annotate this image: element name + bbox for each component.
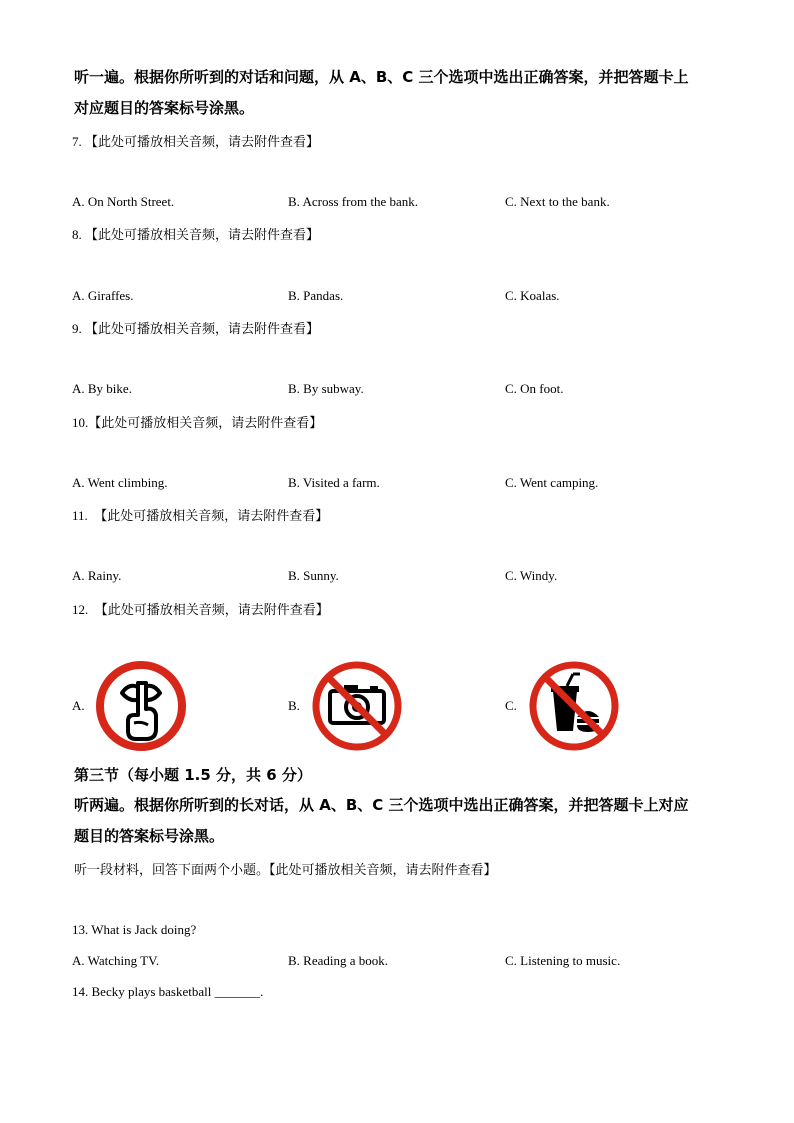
option-a: A. On North Street. (72, 194, 175, 209)
question-8 (72, 224, 319, 243)
option-b: B. Across from the bank. (288, 194, 418, 209)
question-14: 14. Becky plays basketball _______. (72, 984, 264, 999)
option-a: A. Went climbing. (72, 475, 168, 490)
audio-note: 【此处可播放相关音频，请去附件查看】 (88, 416, 323, 431)
option-b-label: B. (288, 698, 300, 713)
no-camera-sign-icon (310, 659, 404, 753)
no-food-drink-sign-icon (527, 659, 621, 753)
question-number: 10. (72, 415, 89, 430)
option-c-label: C. (505, 698, 517, 713)
option-b: B. Reading a book. (288, 953, 389, 968)
question-9 (72, 318, 319, 337)
option-a: A. Rainy. (72, 568, 122, 583)
question-number: 9. (72, 321, 82, 336)
option-b: B. By subway. (288, 381, 364, 396)
section-instruction-line1: 听一遍。根据你所听到的对话和问题，从 A、B、C 三个选项中选出正确答案，并把答题卡上 (74, 68, 689, 86)
option-c: C. Went camping. (505, 475, 599, 490)
question-number: 7. (72, 134, 82, 149)
audio-note: 【此处可播放相关音频，请去附件查看】 (94, 509, 329, 524)
option-a: A. Giraffes. (72, 288, 134, 303)
section3-instruction-line2: 题目的答案标号涂黑。 (74, 827, 225, 845)
section3-instruction-line1: 听两遍。根据你所听到的长对话，从 A、B、C 三个选项中选出正确答案，并把答题卡上对应 (74, 796, 689, 814)
section-instruction-line2: 对应题目的答案标号涂黑。 (74, 99, 255, 117)
section3-title: 第三节（每小题 1.5 分，共 6 分） (74, 766, 312, 784)
option-c: C. Next to the bank. (505, 194, 610, 209)
question-12 (72, 599, 329, 618)
option-c: C. Listening to music. (505, 953, 621, 968)
question-number: 8. (72, 227, 82, 242)
option-c: C. On foot. (505, 381, 564, 396)
question-number: 11. (72, 508, 88, 523)
option-b: B. Visited a farm. (288, 475, 380, 490)
option-c: C. Koalas. (505, 288, 560, 303)
option-a: A. By bike. (72, 381, 132, 396)
option-a-label: A. (72, 698, 85, 713)
question-11 (72, 505, 328, 524)
question-10 (72, 412, 322, 431)
option-a: A. Watching TV. (72, 953, 160, 968)
option-b: B. Sunny. (288, 568, 339, 583)
question-7 (72, 131, 319, 150)
audio-note: 【此处可播放相关音频，请去附件查看】 (85, 322, 320, 337)
option-b: B. Pandas. (288, 288, 344, 303)
question-13: 13. What is Jack doing? (72, 922, 197, 937)
question-number: 12. (72, 602, 89, 617)
section3-material-note: 听一段材料，回答下面两个小题。【此处可播放相关音频，请去附件查看】 (74, 863, 497, 878)
option-c: C. Windy. (505, 568, 558, 583)
audio-note: 【此处可播放相关音频，请去附件查看】 (85, 135, 320, 150)
audio-note: 【此处可播放相关音频，请去附件查看】 (85, 228, 320, 243)
audio-note: 【此处可播放相关音频，请去附件查看】 (94, 603, 329, 618)
no-talking-sign-icon (94, 659, 188, 753)
